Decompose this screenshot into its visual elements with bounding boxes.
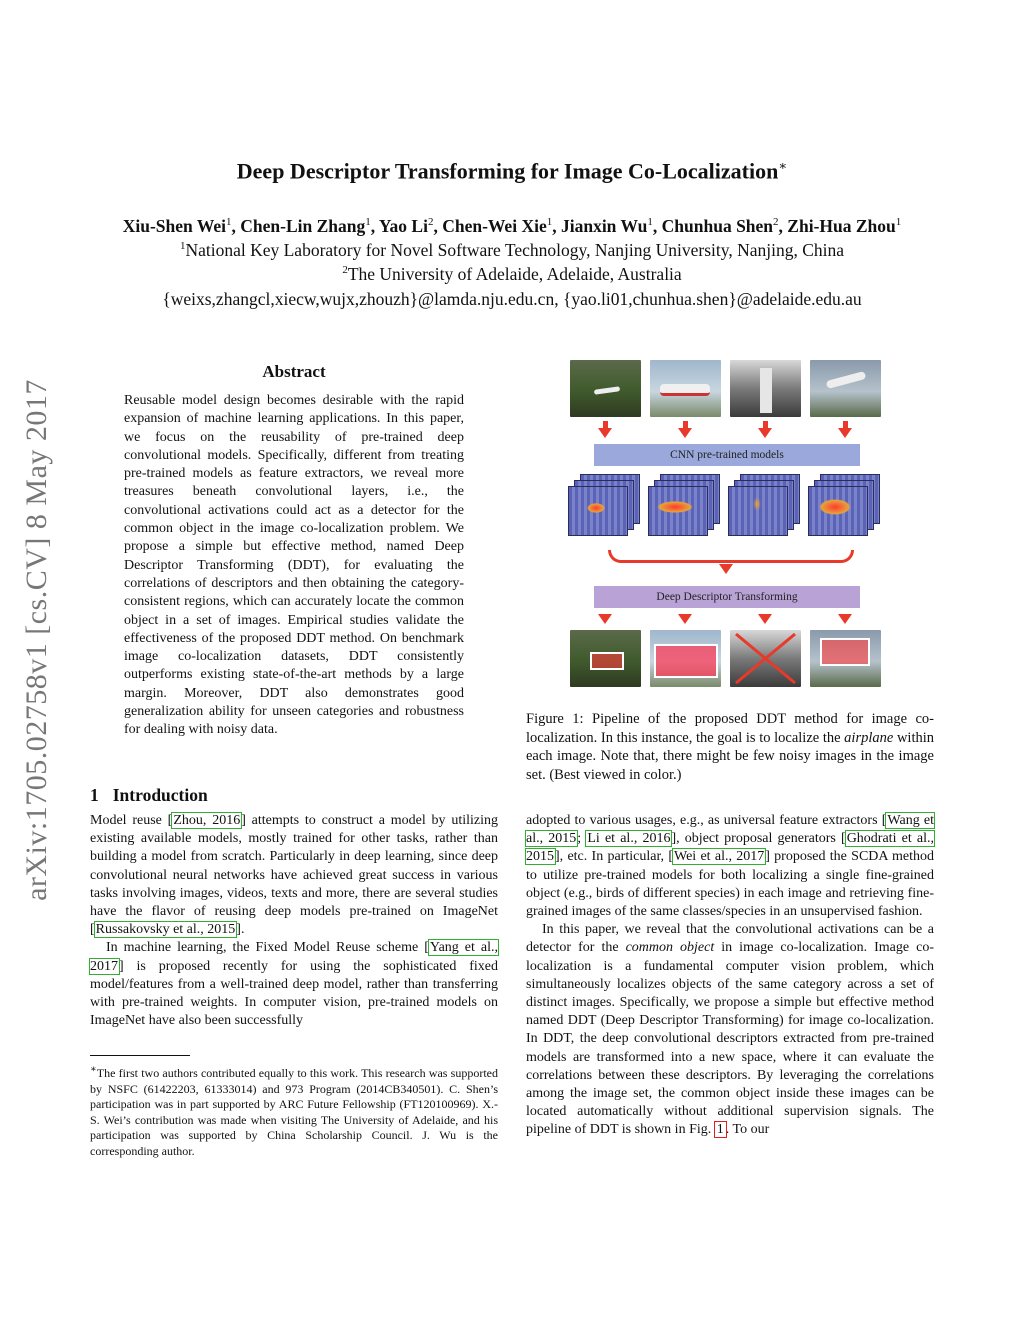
section-heading: 1 Introduction: [90, 785, 208, 805]
citation-link[interactable]: Russakovsky et al., 2015: [95, 922, 236, 938]
reject-cross-icon: [730, 630, 801, 687]
footnote: ∗The first two authors contributed equally to this work. This research was supported by NSFC (61422203, 61333014) and 973 Program (2014CB340501). C. Shen’s participation was in part supported by ARC Future Fellowship (FT120100969). X.-S. Wei’s contribution was made when visiting The University of Adelaide, and his participation was supported by China Scholarship Council. J. Wu is the corresponding author.: [90, 1064, 498, 1158]
feature-map-stack: [648, 486, 708, 536]
author: Chen-Lin Zhang: [240, 216, 366, 236]
affiliation-1: $^1$National Key Laboratory for Novel Software Technology, Nanjing University, Nanjing, China: [179, 240, 845, 260]
feature-map-stack: [568, 486, 628, 536]
paragraph: In this paper, we reveal that the convolutional activations can be a detector for the common object in image co-localization. Image co-localization is a fundamental computer vision problem, which simultaneously localizes objects of the same category across a set of distinct images. Specifically, we propose a simple but effective method named DDT (Deep Descriptor Transforming) for image co-localization. In DDT, the deep convolutional descriptors extracted from pre-trained models are transformed into a new space, where it can evaluate the correlations between these descriptors. By leveraging the correlations among the image set, the common object inside these images can be located automatically without additional supervision signals. The pipeline of DDT is shown in Fig. 1 . To our: [526, 922, 934, 1138]
input-image-cabin: [730, 360, 801, 417]
author-list: Xiu-Shen Wei$^1$, Chen-Lin Zhang$^1$, Yao Li$^2$, Chen-Wei Xie$^1$, Jianxin Wu$^1$, Chunhua Shen$^2$, Zhi-Hua Zhou$^1$: [122, 216, 902, 236]
figure-reference-link[interactable]: 1: [716, 1122, 724, 1138]
arxiv-identifier: arXiv:1705.02758v1 [cs.CV] 8 May 2017: [20, 379, 53, 901]
arrow-down-icon: [598, 428, 612, 438]
author: Yao Li: [378, 216, 428, 236]
author: Jianxin Wu: [560, 216, 648, 236]
citation-link[interactable]: Ghodrati et al., 2015: [526, 831, 934, 865]
abstract-heading: Abstract: [262, 362, 326, 381]
input-image-airplane-1: [570, 360, 641, 417]
author-emails: {weixs,zhangcl,xiecw,wujx,zhouzh}@lamda.nju.edu.cn, {yao.li01,chunhua.shen}@adelaide.edu.au: [162, 289, 862, 309]
paragraph: In machine learning, the Fixed Model Reuse scheme [Yang et al., 2017] is proposed recently for using the sophisticated fixed model/features from a well-trained deep model, rather than transferring with pre-trained weights. In computer vision, pre-trained models on ImageNet have also been successfully: [90, 940, 498, 1029]
deep-descriptor-transforming-bar: Deep Descriptor Transforming: [594, 586, 860, 608]
paper-title: Deep Descriptor Transforming for Image Co-Localization∗: [236, 158, 788, 184]
input-image-airplane-3: [810, 360, 881, 417]
affiliation-2: $^2$The University of Adelaide, Adelaide, Australia: [342, 264, 682, 284]
citation-link[interactable]: Zhou, 2016: [173, 813, 241, 828]
arrow-down-icon: [678, 614, 692, 624]
arrow-down-icon: [838, 614, 852, 624]
arrow-down-icon: [758, 428, 772, 438]
arrow-down-icon: [719, 564, 733, 574]
output-image-localized-2: [650, 630, 721, 687]
citation-link[interactable]: Wei et al., 2017: [674, 849, 765, 865]
citation-link[interactable]: Yang et al., 2017: [90, 940, 498, 974]
paragraph: adopted to various usages, e.g., as universal feature extractors [Wang et al., 2015; Li et al., 2016], object proposal generators [Ghodrati et al., 2015], etc. In particular, [Wei et al., 2017] proposed the SCDA method to utilize pre-trained models for both localizing a single fine-grained object (e.g., birds of different species) in each image and retrieving fine-grained images of the same classes/species in an unsupervised fashion.: [526, 813, 934, 920]
abstract-text: Reusable model design becomes desirable with the rapid expansion of machine learning applications. In this paper, we focus on the reusability of pre-trained deep convolutional models. Specifically, different from treating pre-trained models as feature extractors, we reveal more treasures beneath convolutional layers, i.e., the convolutional activations could act as a detector for the common object in the image co-localization problem. We propose a simple but effective method, named Deep Descriptor Transforming (DDT), for evaluating the correlations of descriptors and then obtaining the category-consistent regions, which can accurately locate the common object in a set of images. Empirical studies validate the effectiveness of the proposed DDT method. On benchmark image co-localization datasets, DDT consistently outperforms existing state-of-the-art methods by a large margin. Moreover, DDT also demonstrates good generalization ability for unseen categories and robustness for dealing with noisy data.: [124, 393, 464, 738]
output-image-localized-3: [810, 630, 881, 687]
author: Chunhua Shen: [661, 216, 774, 236]
citation-link[interactable]: Wang et al., 2015: [526, 813, 934, 847]
footnote-rule: [90, 1055, 190, 1056]
arrow-down-icon: [598, 614, 612, 624]
feature-map-stack: [728, 486, 788, 536]
input-image-airplane-2: [650, 360, 721, 417]
figure-1-caption: Figure 1: Pipeline of the proposed DDT method for image co-localization. In this instance, the goal is to localize the airplane within each image. Note that, there might be few noisy images in the image set. (Best viewed in color.): [526, 711, 935, 783]
arrow-down-icon: [838, 428, 852, 438]
author: Zhi-Hua Zhou: [787, 216, 896, 236]
citation-link[interactable]: Li et al., 2016: [587, 831, 671, 847]
figure-1-pipeline: [568, 358, 868, 688]
author: Xiu-Shen Wei: [122, 216, 226, 236]
left-column-body: [90, 812, 498, 1030]
feature-map-stack: [808, 486, 868, 536]
arrow-down-icon: [758, 614, 772, 624]
right-column-body: [526, 812, 934, 1140]
brace-connector: [608, 550, 854, 563]
cnn-pretrained-models-bar: CNN pre-trained models: [594, 444, 860, 466]
output-image-noisy-rejected: [730, 630, 801, 687]
paragraph: Model reuse [Zhou, 2016] attempts to construct a model by utilizing existing available models, mostly trained for other tasks, rather than building a model from scratch. Particularly in deep learning, since deep convolutional neural networks have achieved great success in various tasks involving images, videos, texts and more, there are several studies have the flavor of reusing deep models pre-trained on ImageNet [Russakovsky et al., 2015].: [90, 813, 498, 938]
output-image-localized-1: [570, 630, 641, 687]
arrow-down-icon: [678, 428, 692, 438]
author: Chen-Wei Xie: [442, 216, 547, 236]
